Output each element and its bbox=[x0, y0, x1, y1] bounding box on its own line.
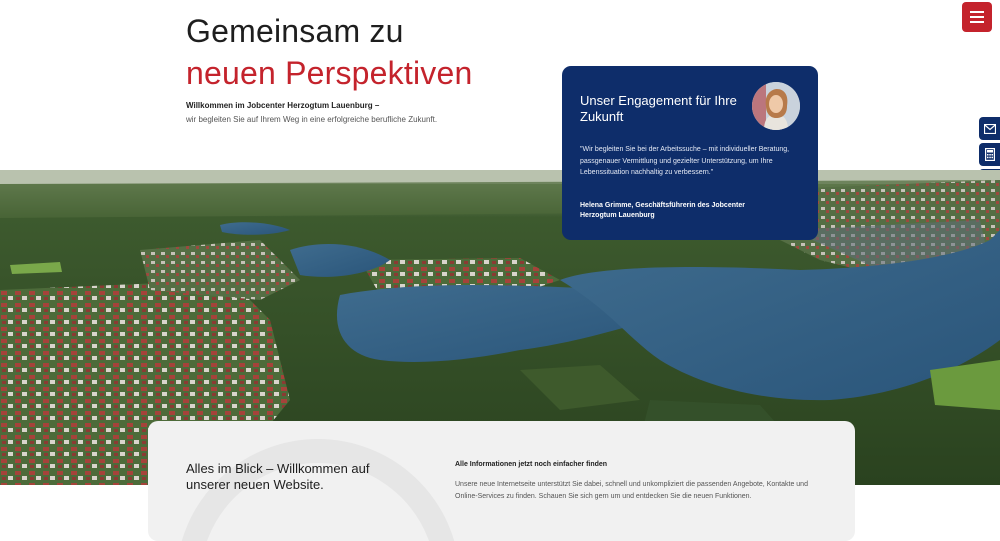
welcome-subtitle: Alle Informationen jetzt noch einfacher finden bbox=[455, 461, 608, 468]
quote-text: "Wir begleiten Sie bei der Arbeitssuche – mit individueller Beratung, passgenauer Vermittlung und gezielter Unterstützung, um Ihre Lebenssituation nachhaltig zu verbessern." bbox=[580, 146, 790, 176]
welcome-text: Unsere neue Internetseite unterstützt Sie dabei, schnell und unkompliziert die passenden Angebote, Kontakte und Online-Services zu finden. Schauen Sie sich gern um und entdecken Sie die neuen Funktionen. bbox=[455, 481, 808, 500]
intro-text: wir begleiten Sie auf Ihrem Weg in eine erfolgreiche berufliche Zukunft. bbox=[186, 115, 438, 124]
card-title: Unser Engagement für Ihre Zukunft bbox=[580, 93, 737, 124]
mail-icon bbox=[984, 124, 996, 134]
avatar bbox=[752, 82, 800, 130]
welcome-section bbox=[148, 421, 855, 541]
menu-button[interactable] bbox=[962, 2, 992, 32]
calculator-button[interactable] bbox=[979, 143, 1000, 166]
quote-author: Helena Grimme, Geschäftsführerin des Jobcenter Herzogtum Lauenburg bbox=[580, 202, 745, 219]
mail-button[interactable] bbox=[979, 117, 1000, 140]
calculator-icon bbox=[985, 148, 995, 161]
intro-strong: Willkommen im Jobcenter Herzogtum Lauenburg – bbox=[186, 101, 380, 110]
hero-heading bbox=[186, 12, 472, 92]
engagement-card bbox=[562, 66, 818, 240]
welcome-title: Alles im Blick – Willkommen auf unserer neuen Website. bbox=[186, 461, 370, 492]
hamburger-menu-icon bbox=[970, 11, 984, 13]
headline-line-2: neuen Perspektiven bbox=[186, 55, 473, 91]
headline-line-1: Gemeinsam zu bbox=[186, 13, 404, 49]
